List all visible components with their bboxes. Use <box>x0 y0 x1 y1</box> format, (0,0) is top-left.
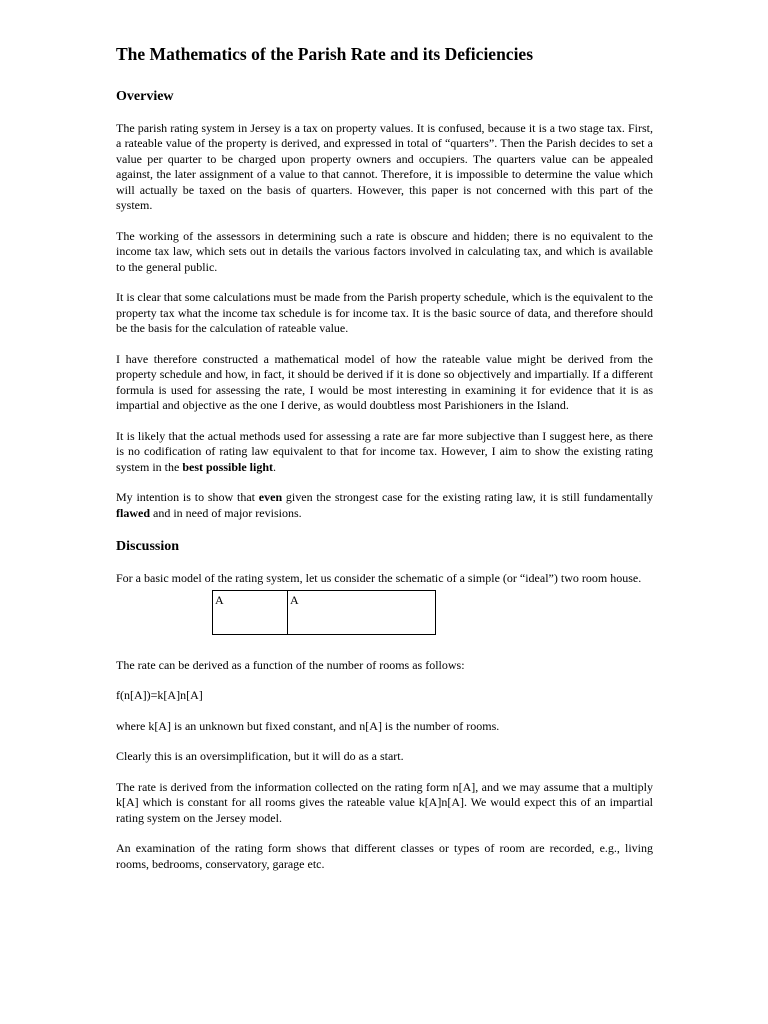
text-run: It is likely that the actual methods used for assessing a rate are far more subjective than I suggest here, as there is no codification of rating law equivalent to that for income tax. However, I aim to show the existing rating system in the <box>116 428 653 474</box>
formula: f(n[A])=k[A]n[A] <box>116 688 203 703</box>
text-run: given the strongest case for the existing rating law, it is still fundamentally <box>282 490 653 505</box>
emphasis-even: even <box>258 490 283 505</box>
overview-paragraph-1: The parish rating system in Jersey is a tax on property values. It is confused, because it is a two stage tax. First, a rateable value of the property is derived, and expressed in total of “quarters”. Then the Parish decides to set a value per quarter to be charged upon property owners and occupiers. The quarters value can be appealed against, the later assignment of a value to that cannot. Therefore, it is impossible to determine the value which will actually be taxed on the basis of quarters. However, this paper is not concerned with this part of the system. <box>116 120 653 213</box>
discussion-paragraph-5: The rate is derived from the information collected on the rating form n[A], and we may assume that a multiply k[A] which is constant for all rooms gives the rateable value k[A]n[A]. We would expect this of an impartial rating system on the Jersey model. <box>116 779 653 825</box>
overview-paragraph-4: I have therefore constructed a mathematical model of how the rateable value might be derived from the property schedule and how, in fact, it should be derived if it is done so objectively and impartially. If a different formula is used for assessing the rate, I would be most interesting in examining it for evidence that it is as impartial and objective as the one I derive, as would doubtless most Parishioners in the Island. <box>116 351 653 413</box>
emphasis-best-possible-light: best possible light <box>182 459 274 474</box>
overview-paragraph-3: It is clear that some calculations must be made from the Parish property schedule, which is the equivalent to the property tax what the income tax schedule is for income tax. It is the basic source of data, and therefore should be the basis for the calculation of rateable value. <box>116 290 653 336</box>
overview-paragraph-5 <box>116 429 653 476</box>
discussion-heading: Discussion <box>116 539 180 555</box>
discussion-paragraph-6: An examination of the rating form shows that different classes or types of room are recorded, e.g., living rooms, bedrooms, conservatory, garage etc. <box>116 841 653 871</box>
room-cell-1: A <box>213 591 288 634</box>
room-cell-2: A <box>290 592 299 607</box>
overview-heading: Overview <box>116 89 174 104</box>
document-title: The Mathematics of the Parish Rate and its Deficiencies <box>116 44 534 64</box>
text-run: and in need of major revisions. <box>150 505 302 520</box>
document-body <box>116 44 653 887</box>
two-room-schematic <box>212 590 436 635</box>
discussion-paragraph-3: where k[A] is an unknown but fixed constant, and n[A] is the number of rooms. <box>116 718 500 733</box>
overview-paragraph-6 <box>116 490 653 521</box>
text-run: My intention is to show that <box>116 490 259 505</box>
discussion-paragraph-4: Clearly this is an oversimplification, but it will do as a start. <box>116 749 404 764</box>
discussion-paragraph-2: The rate can be derived as a function of the number of rooms as follows: <box>116 657 465 672</box>
text-run: . <box>273 459 277 474</box>
emphasis-flawed: flawed <box>116 505 150 520</box>
discussion-paragraph-1: For a basic model of the rating system, let us consider the schematic of a simple (or “ideal”) two room house. <box>116 571 642 586</box>
overview-paragraph-2: The working of the assessors in determining such a rate is obscure and hidden; there is no equivalent to the income tax law, which sets out in details the various factors involved in calculating tax, and which is available to the general public. <box>116 228 653 274</box>
